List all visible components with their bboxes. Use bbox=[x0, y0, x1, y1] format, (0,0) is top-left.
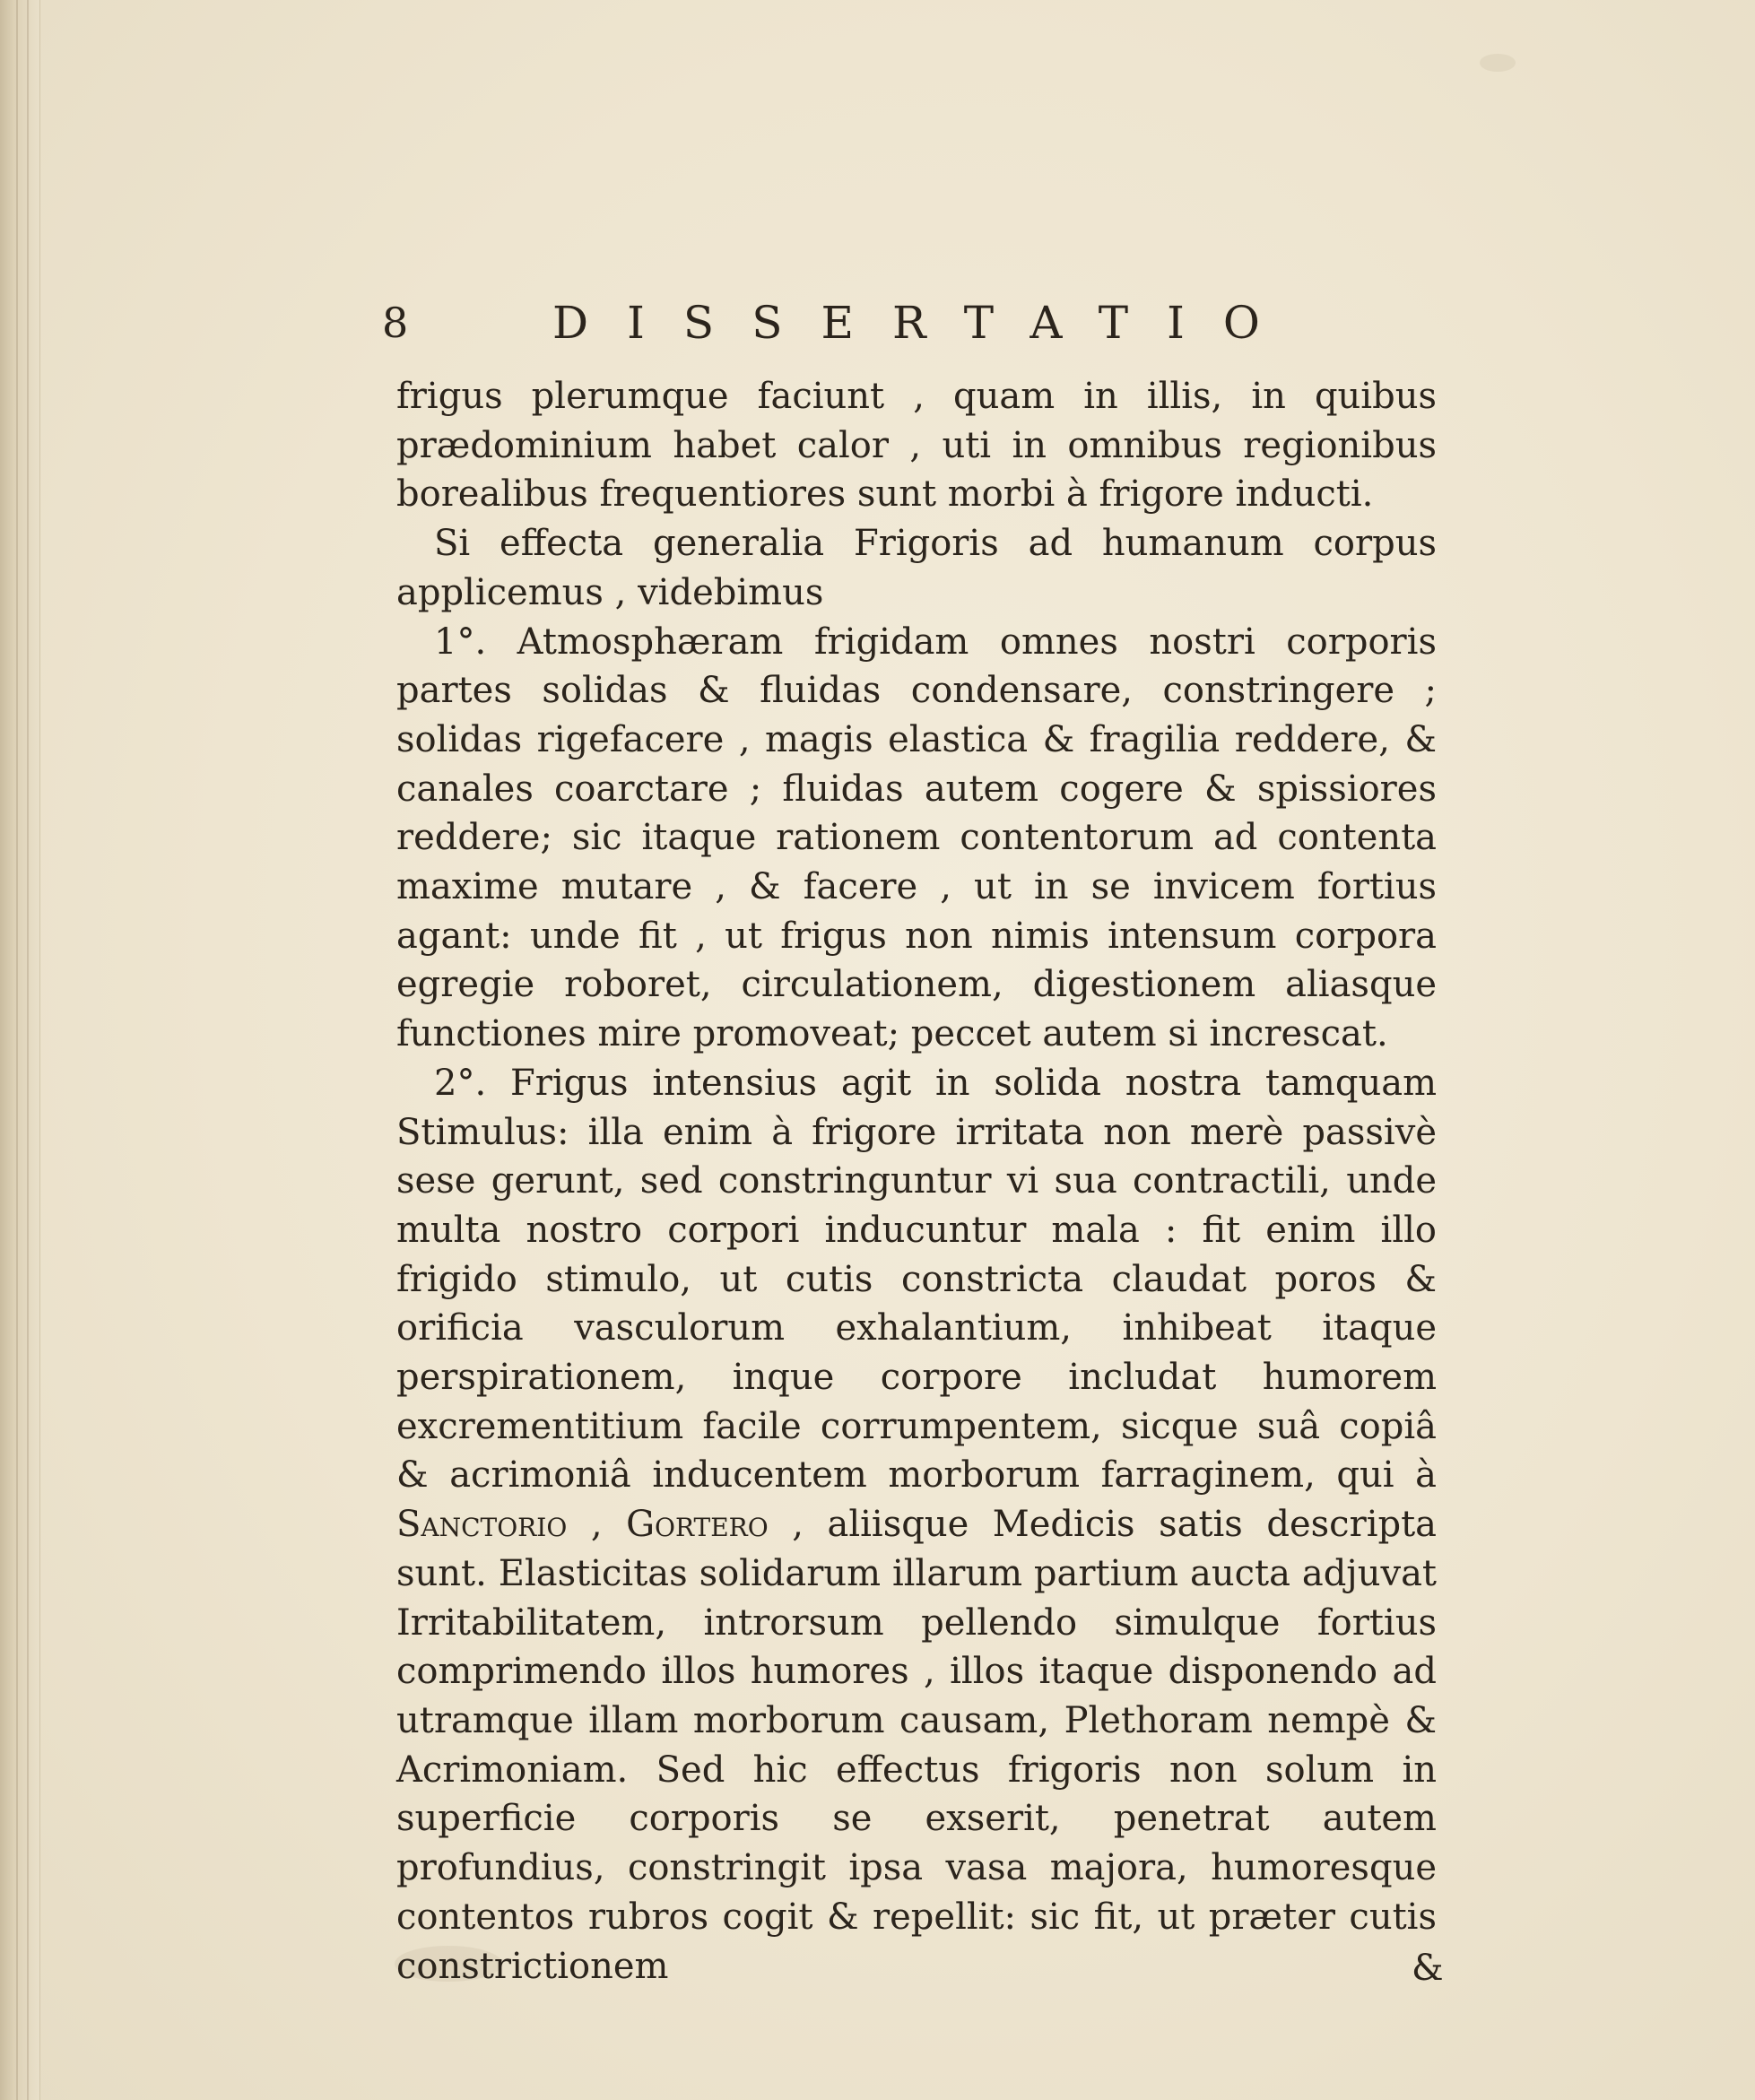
paragraph-4-part-c: , aliisque Medicis satis descripta sunt. Elasticitas solidarum illarum partium aucta adjuvat Irritabilitatem, introrsum pellendo simulque fortius comprimendo illos humores , illos itaque disponendo ad utramque illam morborum causam, Plethoram nempè & Acrimoniam. Sed hic effectus frigoris non solum in superficie corporis se exserit, penetrat autem profundius, constringit ipsa vasa majora, humoresque contentos rubros cogit & repellit: sic fit, ut præter cutis constrictionem bbox=[396, 1504, 1438, 1987]
paragraph-4 bbox=[396, 1059, 1437, 1991]
paragraph-1: frigus plerumque faciunt , quam in illis, in quibus prædominium habet calor , uti in omnibus regionibus borealibus frequentiores sunt morbi à frigore inducti. bbox=[396, 376, 1437, 516]
page-edge-line bbox=[16, 0, 18, 2100]
body-text bbox=[396, 372, 1437, 1991]
author-name-sanctorio: Sanctorio bbox=[396, 1504, 568, 1546]
page-number: 8 bbox=[382, 299, 409, 347]
paragraph-4-part-a: 2°. Frigus intensius agit in solida nostra tamquam Stimulus: illa enim à frigore irritata non merè passivè sese gerunt, sed constringuntur vi sua contractili, unde multa nostro corpori inducuntur mala : fit enim illo frigido stimulo, ut cutis constricta claudat poros & orificia vasculorum exhalantium, inhibeat itaque perspirationem, inque corpore includat humorem excrementitium facile corrumpentem, sicque suâ copiâ & acrimoniâ inducentem morborum farraginem, qui à bbox=[396, 1062, 1437, 1497]
page-header bbox=[382, 291, 1297, 354]
paragraph-2: Si effecta generalia Frigoris ad humanum corpus applicemus , videbimus bbox=[396, 523, 1437, 613]
paragraph-3: 1°. Atmosphæram frigidam omnes nostri corporis partes solidas & fluidas condensare, constringere ; solidas rigefacere , magis elastica & fragilia reddere, & canales coarctare ; fluidas autem cogere & spissiores reddere; sic itaque rationem contentorum ad contenta maxime mutare , & facere , ut in se invicem fortius agant: unde fit , ut frigus non nimis intensum corpora egregie roboret, circulationem, digestionem aliasque functiones mire promoveat; peccet autem si increscat. bbox=[396, 620, 1437, 1055]
paragraph-4-comma: , bbox=[590, 1504, 603, 1546]
author-name-gortero: Gortero bbox=[626, 1504, 769, 1546]
page-binding-edge bbox=[0, 0, 40, 2100]
paper-stain bbox=[1480, 54, 1516, 72]
running-title: DISSERTATIO bbox=[552, 297, 1299, 349]
page-edge-line bbox=[27, 0, 29, 2100]
catchword: & bbox=[1412, 1948, 1444, 1989]
